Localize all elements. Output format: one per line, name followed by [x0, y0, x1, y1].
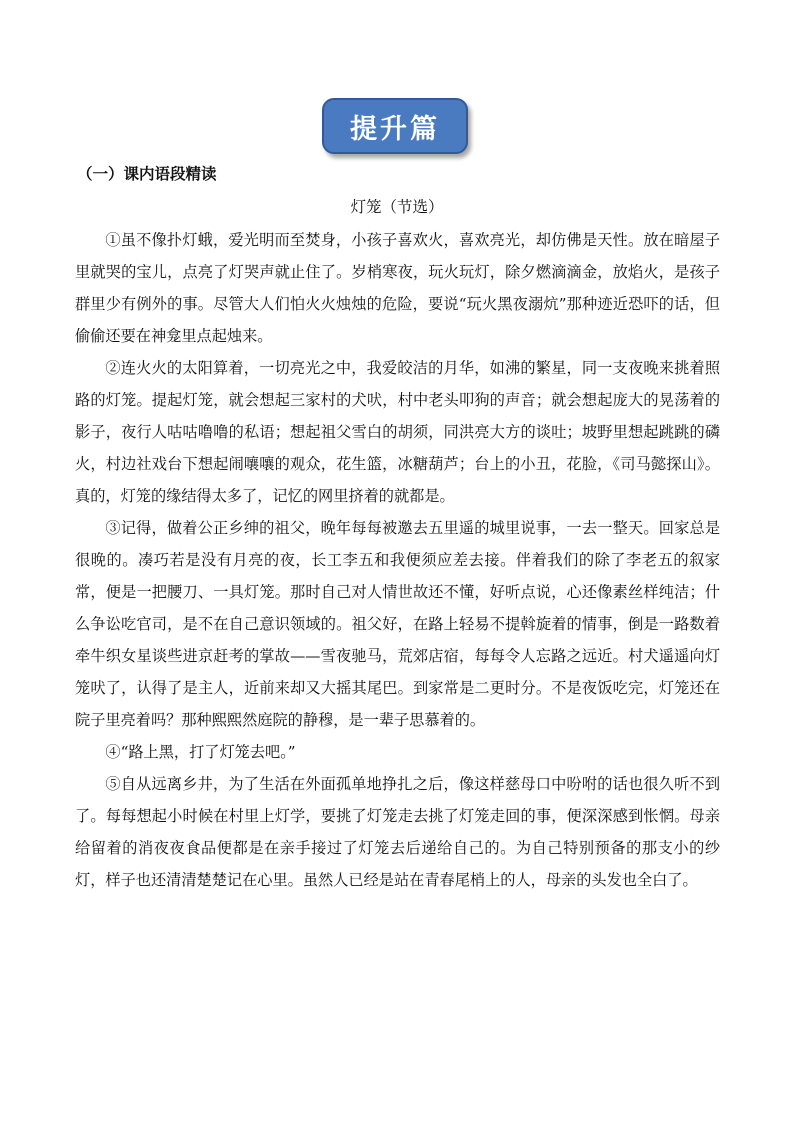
badge-label: 提升篇	[350, 113, 440, 145]
paragraph-4: ④“路上黑，打了灯笼去吧。”	[105, 743, 296, 761]
paragraph-3: ③记得，做着公正乡绅的祖父，晚年每每被邀去五里遥的城里说事，一去一整天。回家总是很晚的。凑巧若是没有月亮的夜，长工李五和我便须应差去接。伴着我们的除了李老五的叙家常，便是一把腰刀、一具灯笼。那时自己对人情世故还不懂，好听点说，心还像素丝样纯洁；什么争讼吃官司，是不在自己意识领域的。祖父好，在路上轻易不提斡旋着的情事，倒是一路数着牵牛织女星谈些进京赶考的掌故——雪夜驰马，荒郊店宿，每每令人忘路之远近。村犬遥遥向灯笼吠了，认得了是主人，近前来却又大摇其尾巴。到家常是二更时分。不是夜饭吃完，灯笼还在院子里亮着吗？那种熙熙然庭院的静穆，是一辈子思慕着的。	[75, 519, 720, 729]
passage-title: 灯笼（节选）	[350, 198, 444, 216]
paragraph-1: ①虽不像扑灯蛾，爱光明而至焚身，小孩子喜欢火，喜欢亮光，却仿佛是天性。放在暗屋子里就哭的宝儿，点亮了灯哭声就止住了。岁梢寒夜，玩火玩灯，除夕燃滴滴金，放焰火，是孩子群里少有例外的事。尽管大人们怕火火烛烛的危险，要说“玩火黑夜溺炕”那种迹近恐吓的话，但偷偷还要在神龛里点起烛来。	[75, 231, 720, 345]
section-heading: （一）课内语段精读	[77, 165, 217, 183]
paragraph-2: ②连火火的太阳算着，一切亮光之中，我爱皎洁的月华，如沸的繁星，同一支夜晚来挑着照路的灯笼。提起灯笼，就会想起三家村的犬吠，村中老头叩狗的声音；就会想起庞大的晃荡着的影子，夜行人咕咕噜噜的私语；想起祖父雪白的胡须，同洪亮大方的谈吐；坡野里想起跳跳的磷火，村边社戏台下想起闹嚷嚷的观众，花生篮，冰糖葫芦；台上的小丑，花脸，《司马懿探山》。真的，灯笼的缘结得太多了，记忆的网里挤着的就都是。	[75, 359, 720, 505]
passage-body	[75, 224, 720, 896]
title-badge	[322, 98, 468, 154]
paragraph-5: ⑤自从远离乡井，为了生活在外面孤单地挣扎之后，像这样慈母口中吩咐的话也很久听不到了。每每想起小时候在村里上灯学，要挑了灯笼走去挑了灯笼走回的事，便深深感到怅惘。母亲给留着的消夜夜食品便都是在亲手接过了灯笼去后递给自己的。为自己特别预备的那支小的纱灯，样子也还清清楚楚记在心里。虽然人已经是站在青春尾梢上的人，母亲的头发也全白了。	[75, 775, 720, 889]
